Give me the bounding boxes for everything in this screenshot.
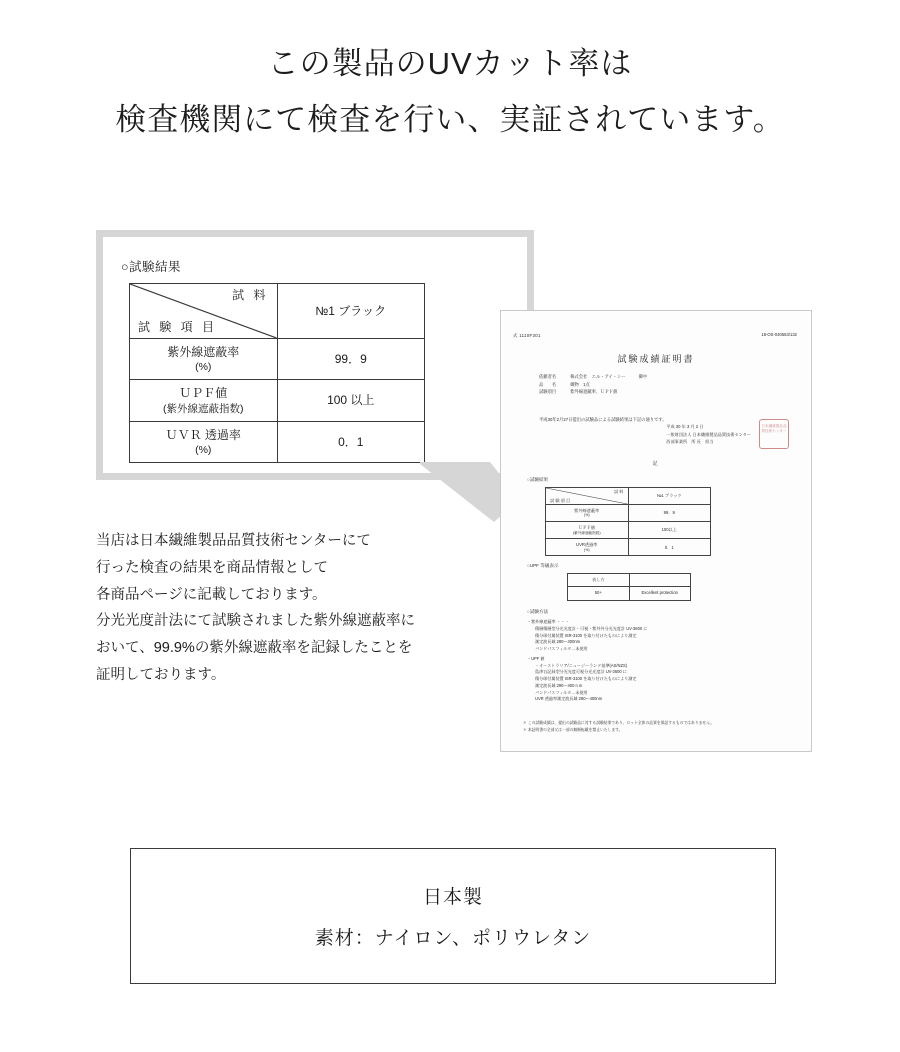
table-header-diagonal-cell (130, 284, 278, 339)
certificate-upf-grade-table (567, 573, 691, 601)
certificate-footer-notes (523, 720, 793, 733)
table-row (568, 587, 691, 600)
method-line: 測定波長域 280～400nm (535, 639, 581, 645)
row-value-cell: 100 以上 (277, 380, 425, 421)
certificate-result-table (545, 487, 711, 556)
method-line: ・オーストラリア/ニュージーランド基準(AS/NZS) (535, 662, 628, 668)
method-title: ・紫外線遮蔽率 ・・・ (527, 619, 570, 624)
table-row (130, 380, 425, 421)
row-label: ＵＶＲ 透過率 (165, 427, 241, 442)
method-line: 測定波長域 290～400 n m (535, 682, 583, 688)
meta-label: 品 名 (539, 381, 557, 387)
certificate-document (500, 310, 812, 752)
certificate-branch: 西部事業所 所 長 担当 (666, 439, 714, 445)
grade-value-left: 50+ (568, 587, 630, 600)
description-line: 分光光度計法にて試験されました紫外線遮蔽率に (96, 613, 415, 630)
meta-label: 試験項目 (539, 389, 557, 395)
header-sample-label: 試 料 (232, 288, 269, 302)
certificate-issuer: 一般財団法人 日本繊維製品品質技術センター (666, 431, 751, 437)
row-sublabel: (%) (195, 361, 212, 374)
header-item-label: 試 験 項 目 (550, 497, 571, 503)
row-label-cell (130, 380, 278, 421)
row-label: UVR透過率 (576, 542, 598, 548)
product-info-box (130, 848, 776, 984)
table-row (130, 339, 425, 380)
certificate-ki-mark: 記 (652, 461, 660, 467)
row-label-cell (546, 505, 629, 522)
footer-line: ＊ 本証明書の全部又は一部の無断転載を禁止いたします。 (523, 727, 623, 732)
method-group (527, 619, 785, 653)
meta-row (539, 373, 647, 381)
row-label: ＵＰＦ値 (179, 386, 228, 401)
method-line: 積分球付属装置 ISR-3100 を取り付けたものにより測定 (535, 676, 637, 681)
test-result-zoom-panel (96, 230, 534, 480)
row-sublabel: (%) (195, 443, 212, 456)
row-value-cell: 0．1 (628, 539, 711, 556)
meta-row (539, 381, 647, 389)
table-row (546, 505, 711, 522)
row-sublabel: (%) (583, 547, 590, 552)
certificate-section-results: ○試験結果 (527, 477, 549, 482)
description-line: 当店は日本繊維製品品質技術センターにて (96, 533, 371, 549)
test-result-table (129, 283, 425, 463)
meta-value: 株式会社 エル・アイ・シー 御中 (570, 374, 648, 379)
certificate-section-methods: ○試験方法 (527, 609, 549, 614)
certificate-note: 平成30年2月27日提出の試験品による試験結果は下記の通りです。 (539, 417, 667, 422)
method-line: バンドパスフィルタ…未使用 (535, 646, 588, 651)
meta-value: 紫外線遮蔽率、ＵＰＦ値 (570, 389, 618, 395)
row-value-cell: 99．9 (277, 339, 425, 380)
meta-value: 織物 1点 (570, 381, 590, 387)
row-label: 紫外線遮蔽率 (574, 508, 600, 513)
row-label-cell (546, 539, 629, 556)
material-label: 素材：ナイロン、ポリウレタン (314, 928, 592, 949)
certificate-method-list (527, 619, 785, 706)
row-label-cell (130, 421, 278, 462)
footer-line: ＊ この試験成績は、提出の試験品に対する試験結果であり、ロット全体の品質を保証するものではありません。 (523, 721, 715, 726)
row-value-cell: 100以上 (628, 522, 711, 539)
table-row (130, 421, 425, 462)
row-value-cell: 0．1 (277, 421, 425, 462)
table-row (546, 522, 711, 539)
certificate-meta (539, 373, 647, 396)
meta-label: 依頼者名 (539, 374, 557, 379)
certificate-date: 平成 30 年 3 月 2 日 (666, 424, 704, 429)
row-value-cell: 99．9 (628, 505, 711, 522)
table-header-diagonal-cell (546, 488, 629, 505)
row-sublabel: (紫外線遮蔽指数) (572, 530, 601, 535)
description-line: 行った検査の結果を商品情報として (96, 559, 328, 576)
header-sample-label: 試 料 (613, 489, 624, 494)
method-line: 島津自記録型分光光度可視分光光度計 UV-3600 に (535, 669, 627, 675)
meta-row (539, 388, 647, 396)
grade-value-right: Excellent protection (629, 587, 691, 600)
table-header-row (568, 574, 691, 587)
zoom-panel-title: ○試験結果 (121, 260, 182, 274)
table-header-row (546, 488, 711, 505)
method-line: 積分球付属装置 ISR-3100 を取り付けたものにより測定 (535, 632, 637, 638)
sample-name-cell: №1 ブラック (277, 284, 425, 339)
method-line: UVR 透過率測定波長域 280～400nm (535, 696, 603, 702)
page-headline (0, 40, 900, 144)
headline-line-2: 検査機関にて検査を行い、実証されています。 (115, 102, 785, 138)
table-row (546, 539, 711, 556)
description-line: 各商品ページに記載しております。 (96, 586, 327, 603)
row-label-cell (130, 339, 278, 380)
certificate-seal-stamp: 日本繊維製品品質技術センター (759, 419, 789, 449)
header-item-label: 試 験 項 目 (138, 319, 218, 334)
row-sublabel: (%) (583, 513, 590, 518)
made-in-label: 日本製 (422, 887, 483, 908)
sample-name-cell: №1 ブラック (628, 488, 711, 505)
description-text (96, 528, 566, 689)
grade-header-right (629, 574, 691, 587)
grade-header-left: 表し方 (568, 574, 630, 587)
method-line: 積層積層型分光光度計・可視・紫外外分光光度計 UV-3600 に (535, 625, 648, 631)
row-label: 紫外線遮蔽率 (167, 345, 240, 359)
certificate-document-number: 18-OS-040563/132 (761, 332, 797, 337)
row-label-cell (546, 522, 629, 539)
row-sublabel: (紫外線遮蔽指数) (163, 402, 244, 415)
headline-line-1: この製品のUVカット率は (267, 46, 633, 81)
method-title: ・UPF 値 (527, 655, 545, 661)
certificate-signer (666, 423, 751, 446)
description-line: 証明しております。 (96, 667, 226, 684)
certificate-section-upf-grade: ○UPF 等級表示 (527, 563, 559, 568)
row-label: ＵＰＦ値 (578, 525, 596, 531)
certificate-title: 試験成績証明書 (617, 354, 695, 364)
table-header-row (130, 284, 425, 339)
certificate-form-number: 式 1110F301 (513, 333, 541, 338)
method-group (527, 655, 785, 703)
description-line: おいて、99.9%の紫外線遮蔽率を記録したことを (96, 640, 413, 657)
method-line: バンドパスフィルタ…未使用 (535, 689, 588, 695)
